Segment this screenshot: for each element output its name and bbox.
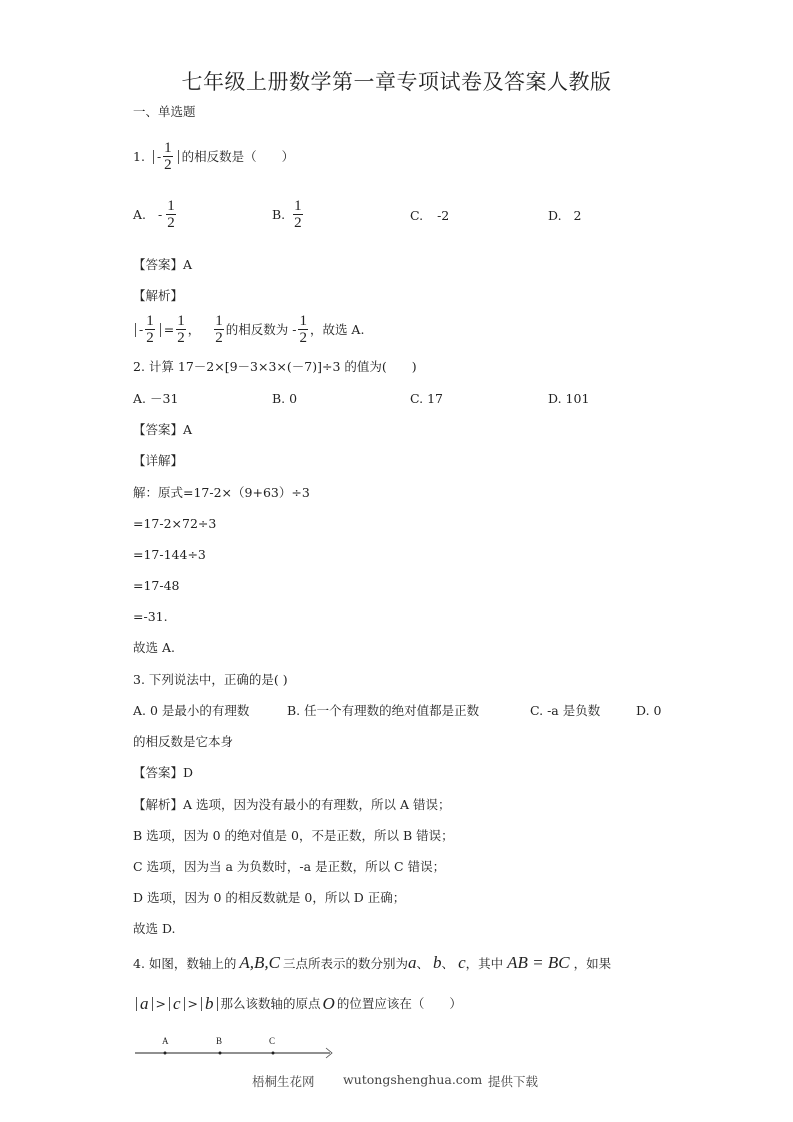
fraction: $\frac{1}{2}$ xyxy=(167,198,175,231)
option-value: 2 xyxy=(573,208,582,223)
question-1-option-a xyxy=(133,198,178,231)
question-1-answer xyxy=(133,257,192,273)
question-2-stem: 2. 计算 17－2×[9－3×3×(－7)]÷3 的值为( ) xyxy=(133,359,417,374)
page-title: 七年级上册数学第一章专项试卷及答案人教版 xyxy=(181,70,612,94)
question-2-step: =17-48 xyxy=(133,578,180,593)
question-3-option-d: D. 0 xyxy=(636,703,662,718)
option-value: -2 xyxy=(437,208,450,223)
question-1-option-d xyxy=(548,208,582,224)
minus-sign: - xyxy=(139,321,144,337)
question-4-stem-line2: a > c > b 那么该数轴的原点 O 的位置应该在（ ） xyxy=(133,996,462,1012)
question-3-option-b: B. 任一个有理数的绝对值都是正数 xyxy=(287,703,480,718)
question-2-option-a: A. －31 xyxy=(133,391,179,406)
number-line-label-c: C xyxy=(269,1036,276,1046)
abs-bar xyxy=(153,150,154,164)
equals-sign: = xyxy=(163,321,175,337)
question-2-step: 解：原式=17-2×（9+63）÷3 xyxy=(133,485,310,500)
abs-bar xyxy=(135,323,136,337)
number-line-label-b: B xyxy=(216,1036,223,1046)
minus-sign: - xyxy=(158,206,163,222)
question-1-analysis xyxy=(133,313,364,346)
question-3-option-c: C. -a 是负数 xyxy=(530,703,601,718)
fraction: $\frac{1}{2}$ xyxy=(299,313,307,346)
answer-label: 【答案】 xyxy=(133,257,184,272)
question-4-stem: 4. 如图，数轴上的 A,B,C 三点所表示的数分别为 a 、 b 、 c ，其中 AB = BC ，如果 xyxy=(133,953,612,972)
question-3-analysis-line: C 选项，因为当 a 为负数时，-a 是正数，所以 C 错误； xyxy=(133,859,446,874)
fraction: $\frac{1}{2}$ xyxy=(294,198,302,231)
question-1-option-c xyxy=(410,208,449,224)
fraction: $\frac{1}{2}$ xyxy=(146,313,154,346)
question-3-stem: 3. 下列说法中，正确的是( ) xyxy=(133,672,288,687)
question-2-answer: 【答案】A xyxy=(133,422,193,437)
question-2-option-c: C. 17 xyxy=(410,391,443,406)
question-2-option-b: B. 0 xyxy=(272,391,298,406)
number-line-label-a: A xyxy=(162,1036,169,1046)
question-2-step: =-31. xyxy=(133,609,168,624)
option-label: C. xyxy=(410,208,424,223)
question-2-step: =17-2×72÷3 xyxy=(133,516,217,531)
minus-sign: - xyxy=(156,148,162,164)
question-1-option-b xyxy=(272,198,305,231)
question-3-option-d-cont: 的相反数是它本身 xyxy=(133,734,234,749)
option-label: D. xyxy=(548,208,562,223)
footer-site-link[interactable]: wutongshenghua.com xyxy=(343,1072,483,1087)
section-heading: 一、单选题 xyxy=(133,104,196,119)
question-3-analysis-line: 故选 D. xyxy=(133,921,176,936)
option-label: B. xyxy=(272,206,286,222)
question-3-option-a: A. 0 是最小的有理数 xyxy=(133,703,250,718)
answer-value: A xyxy=(183,257,193,272)
question-3-analysis-line: B 选项，因为 0 的绝对值是 0，不是正数，所以 B 错误； xyxy=(133,828,454,843)
question-number: 1. xyxy=(133,148,145,164)
fraction: $\frac{1}{2}$ xyxy=(177,313,185,346)
comma: ， xyxy=(187,321,201,337)
analysis-text: ，故选 A. xyxy=(309,321,365,337)
question-3-analysis: 【解析】A 选项，因为没有最小的有理数，所以 A 错误； xyxy=(133,797,451,812)
question-2-detail-label: 【详解】 xyxy=(133,453,184,468)
question-1-stem xyxy=(133,140,294,173)
question-2-step: =17-144÷3 xyxy=(133,547,206,562)
question-1-analysis-label: 【解析】 xyxy=(133,288,184,303)
option-label: A. xyxy=(133,206,147,222)
abs-bar xyxy=(178,150,179,164)
stem-text: 的相反数是（ ） xyxy=(181,148,295,164)
question-3-analysis-line: D 选项，因为 0 的相反数就是 0，所以 D 正确； xyxy=(133,890,406,905)
fraction: $\frac{1}{2}$ xyxy=(215,313,223,346)
footer-right: 提供下载 xyxy=(488,1074,539,1089)
footer-left: 梧桐生花网 xyxy=(252,1074,315,1089)
abs-bar xyxy=(160,323,161,337)
question-2-step: 故选 A. xyxy=(133,640,175,655)
analysis-text: 的相反数为 - xyxy=(225,321,297,337)
question-2-option-d: D. 101 xyxy=(548,391,590,406)
question-3-answer: 【答案】D xyxy=(133,765,194,780)
fraction: $\frac{1}{2}$ xyxy=(164,140,172,173)
